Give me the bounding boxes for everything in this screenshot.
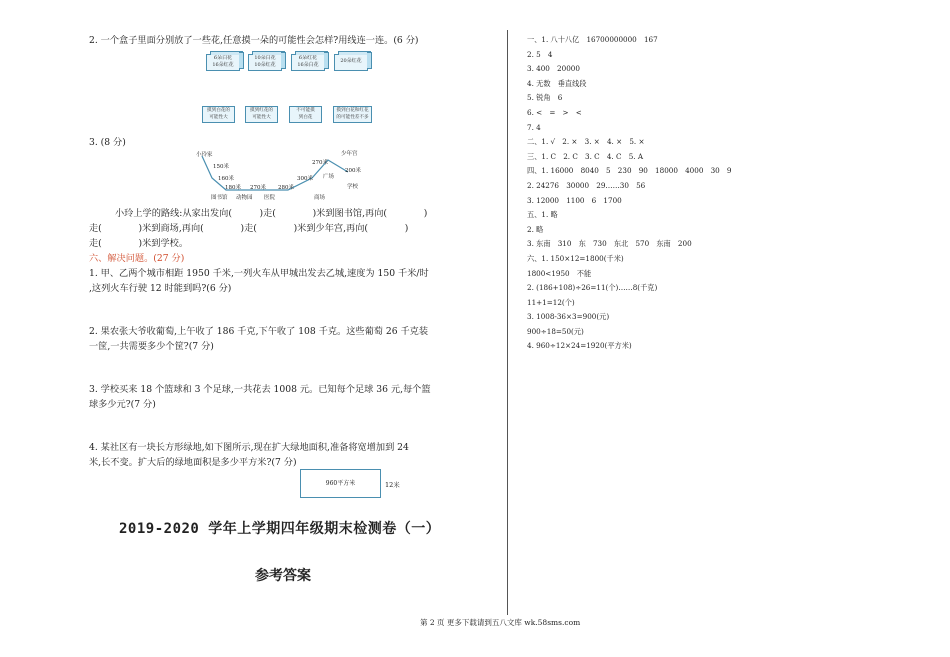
route-school: 学校	[347, 184, 359, 190]
box-text: 16朵白花	[297, 62, 319, 68]
answer-line: 11+1=12(个)	[527, 297, 575, 307]
problem-3-line1: 3. 学校买来 18 个篮球和 3 个足球,一共花去 1008 元。已知每个足球 36 元,每个篮	[89, 384, 431, 395]
route-square: 广场	[323, 174, 335, 180]
probability-label-1	[202, 106, 235, 123]
route-160: 160米	[218, 176, 234, 182]
problem-4-line2: 米,长不变。扩大后的绿地面积是多少平方米?(7 分)	[89, 457, 297, 468]
route-200: 200米	[345, 168, 361, 174]
answer-line: 二、1. √ 2. × 3. × 4. × 5. ×	[527, 137, 645, 147]
label-text: 摸到白花和红花	[336, 108, 369, 113]
green-rectangle: 960平方米	[300, 469, 381, 498]
answer-list	[527, 35, 732, 356]
route-mall: 商场	[314, 195, 326, 201]
flower-box-2	[248, 54, 282, 71]
answer-line: 2. (186+108)÷26=11(个)……8(千克)	[527, 283, 658, 293]
exam-title: 2019-2020 学年上学期四年级期末检测卷（一）	[119, 521, 441, 537]
route-youth-palace: 少年宫	[341, 151, 358, 157]
box-text: 6朵红花	[298, 55, 318, 61]
route-zoo: 动物园	[236, 195, 253, 201]
route-180: 180米	[225, 185, 241, 191]
box-text: 16朵红花	[212, 62, 234, 68]
label-text: 到白花	[298, 114, 313, 120]
answer-line: 五、1. 略	[527, 210, 558, 220]
label-text: 不可能摸	[296, 108, 315, 113]
answer-line: 一、1. 八十八亿 16700000000 167	[527, 35, 658, 44]
problem-1-line1: 1. 甲、乙两个城市相距 1950 千米,一列火车从甲城出发去乙城,速度为 150 千米/时	[89, 268, 429, 279]
label-text: 摸到白花的	[207, 108, 230, 113]
answer-line: 3. 12000 1100 6 1700	[527, 195, 622, 205]
answer-line: 四、1. 16000 8040 5 230 90 18000 4000 30 9	[527, 166, 732, 176]
section-6-heading: 六、解决问题。(27 分)	[89, 253, 185, 264]
q3-line3: 走( )米到学校。	[89, 238, 189, 249]
flower-box-3	[291, 54, 325, 71]
route-300: 300米	[297, 176, 313, 182]
label-text: 可能性大	[209, 114, 228, 120]
answer-line: 3. 东南 310 东 730 东北 570 东南 200	[527, 239, 692, 249]
answer-line: 4. 960÷12×24=1920(平方米)	[527, 341, 632, 351]
page-footer: 第 2 页 更多下载请到五八文库 wk.58sms.com	[420, 618, 581, 627]
q3-line1: 小玲上学的路线:从家出发向( )走( )米到图书馆,再向( )	[115, 208, 428, 219]
question-2: 2. 一个盒子里面分别放了一些花,任意摸一朵的可能性会怎样?用线连一连。(6 分)	[89, 35, 419, 46]
answer-line: 六、1. 150×12=1800(千米)	[527, 253, 624, 263]
answer-line: 4. 无数 垂直线段	[527, 78, 587, 88]
problem-4-line1: 4. 某社区有一块长方形绿地,如下图所示,现在扩大绿地面积,准备将宽增加到 24	[89, 442, 409, 453]
route-hospital: 医院	[264, 195, 276, 201]
route-150: 150米	[213, 164, 229, 170]
label-text: 可能性大	[252, 114, 271, 120]
answer-line: 900÷18=50(元)	[527, 326, 584, 336]
probability-label-3	[289, 106, 322, 123]
answer-line: 三、1. C 2. C 3. C 4. C 5. A	[527, 151, 644, 161]
answer-line: 2. 24276 30000 29……30 56	[527, 180, 646, 190]
answer-line: 3. 400 20000	[527, 64, 580, 74]
route-library: 图书馆	[211, 195, 228, 201]
label-text: 的可能性差不多	[336, 114, 369, 120]
label-text: 摸到红花的	[250, 108, 273, 113]
question-3: 3. (8 分)	[89, 137, 126, 148]
column-divider	[507, 30, 508, 615]
flower-box-1	[206, 54, 240, 71]
box-text: 10朵红花	[254, 62, 276, 68]
probability-label-2	[245, 106, 278, 123]
rect-width-label: 12米	[385, 481, 400, 489]
answer-line: 1800<1950 不能	[527, 268, 592, 278]
answer-line: 6. < = > <	[527, 107, 582, 117]
problem-1-line2: ,这列火车行驶 12 时能到吗?(6 分)	[89, 283, 232, 294]
box-text: 6朵白花	[213, 55, 233, 61]
route-270b: 270米	[312, 160, 328, 166]
box-text: 20朵红花	[340, 58, 362, 64]
answer-title: 参考答案	[255, 568, 311, 584]
q3-line2: 走( )米到商场,再向( )走( )米到少年宫,再向( )	[89, 223, 409, 234]
answer-line: 2. 略	[527, 224, 544, 234]
route-270a: 270米	[250, 185, 266, 191]
route-280: 280米	[278, 185, 294, 191]
problem-3-line2: 球多少元?(7 分)	[89, 399, 156, 410]
answer-line: 7. 4	[527, 122, 541, 132]
answer-line: 3. 1008-36×3=900(元)	[527, 312, 610, 322]
answer-line: 2. 5 4	[527, 49, 553, 59]
flower-box-4	[334, 54, 368, 71]
probability-label-4	[333, 106, 372, 123]
problem-2-line2: 一筐,一共需要多少个筐?(7 分)	[89, 341, 214, 352]
problem-2-line1: 2. 果农张大爷收葡萄,上午收了 186 千克,下午收了 108 千克。这些葡萄 26 千克装	[89, 326, 429, 337]
route-home: 小玲家	[196, 152, 213, 158]
box-text: 10朵白花	[254, 55, 276, 61]
answer-line: 5. 锐角 6	[527, 93, 563, 103]
